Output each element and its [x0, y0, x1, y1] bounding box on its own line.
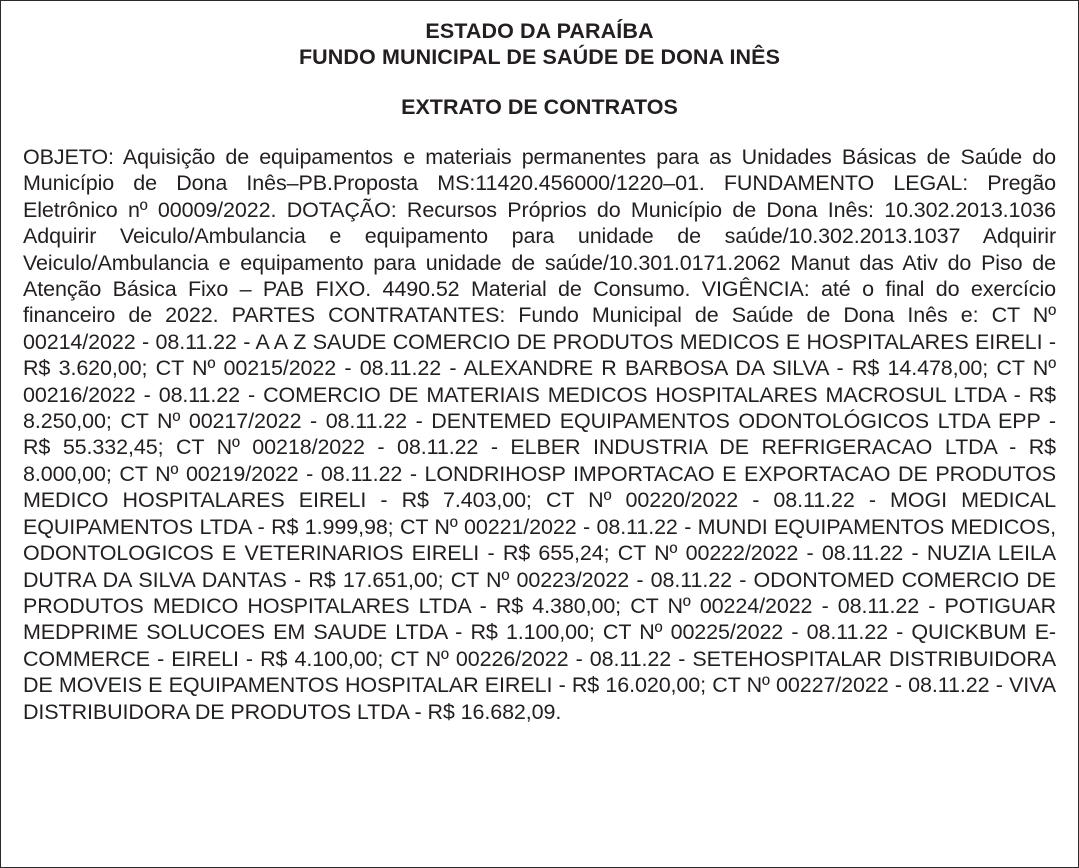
- document-title: EXTRATO DE CONTRATOS: [401, 95, 678, 119]
- document-header: [1, 1, 1078, 120]
- fund-heading: FUNDO MUNICIPAL DE SAÚDE DE DONA INÊS: [298, 45, 781, 69]
- state-heading: ESTADO DA PARAÍBA: [425, 19, 654, 43]
- contract-extract-body: OBJETO: Aquisição de equipamentos e materiais permanentes para as Unidades Básicas de Saúde do Município de Dona Inês–PB.Proposta MS:11420.456000/1220–01. FUNDAMENTO LEGAL: Pregão Eletrônico nº 00009/2022. DOTAÇÃO: Recursos Próprios do Município de Dona Inês: 10.302.2013.1036 Adquirir Veiculo/Ambulancia e equipamento para unidade de saúde/10.302.2013.1037 Adquirir Veiculo/Ambulancia e equipamento para unidade de saúde/10.301.0171.2062 Manut das Ativ do Piso de Atenção Básica Fixo – PAB FIXO. 4490.52 Material de Consumo. VIGÊNCIA: até o final do exercício financeiro de 2022. PARTES CONTRATANTES: Fundo Municipal de Saúde de Dona Inês e: CT Nº 00214/2022 - 08.11.22 - A A Z SAUDE COMERCIO DE PRODUTOS MEDICOS E HOSPITALARES EIRELI - R$ 3.620,00; CT Nº 00215/2022 - 08.11.22 - ALEXANDRE R BARBOSA DA SILVA - R$ 14.478,00; CT Nº 00216/2022 - 08.11.22 - COMERCIO DE MATERIAIS MEDICOS HOSPITALARES MACROSUL LTDA - R$ 8.250,00; CT Nº 00217/2022 - 08.11.22 - DENTEMED EQUIPAMENTOS ODONTOLÓGICOS LTDA EPP - R$ 55.332,45; CT Nº 00218/2022 - 08.11.22 - ELBER INDUSTRIA DE REFRIGERACAO LTDA - R$ 8.000,00; CT Nº 00219/2022 - 08.11.22 - LONDRIHOSP IMPORTACAO E EXPORTACAO DE PRODUTOS MEDICO HOSPITALARES EIRELI - R$ 7.403,00; CT Nº 00220/2022 - 08.11.22 - MOGI MEDICAL EQUIPAMENTOS LTDA - R$ 1.999,98; CT Nº 00221/2022 - 08.11.22 - MUNDI EQUIPAMENTOS MEDICOS, ODONTOLOGICOS E VETERINARIOS EIRELI - R$ 655,24; CT Nº 00222/2022 - 08.11.22 - NUZIA LEILA DUTRA DA SILVA DANTAS - R$ 17.651,00; CT Nº 00223/2022 - 08.11.22 - ODONTOMED COMERCIO DE PRODUTOS MEDICO HOSPITALARES LTDA - R$ 4.380,00; CT Nº 00224/2022 - 08.11.22 - POTIGUAR MEDPRIME SOLUCOES EM SAUDE LTDA - R$ 1.100,00; CT Nº 00225/2022 - 08.11.22 - QUICKBUM E-COMMERCE - EIRELI - R$ 4.100,00; CT Nº 00226/2022 - 08.11.22 - SETEHOSPITALAR DISTRIBUIDORA DE MOVEIS E EQUIPAMENTOS HOSPITALAR EIRELI - R$ 16.020,00; CT Nº 00227/2022 - 08.11.22 - VIVA DISTRIBUIDORA DE PRODUTOS LTDA - R$ 16.682,09.: [23, 145, 1056, 724]
